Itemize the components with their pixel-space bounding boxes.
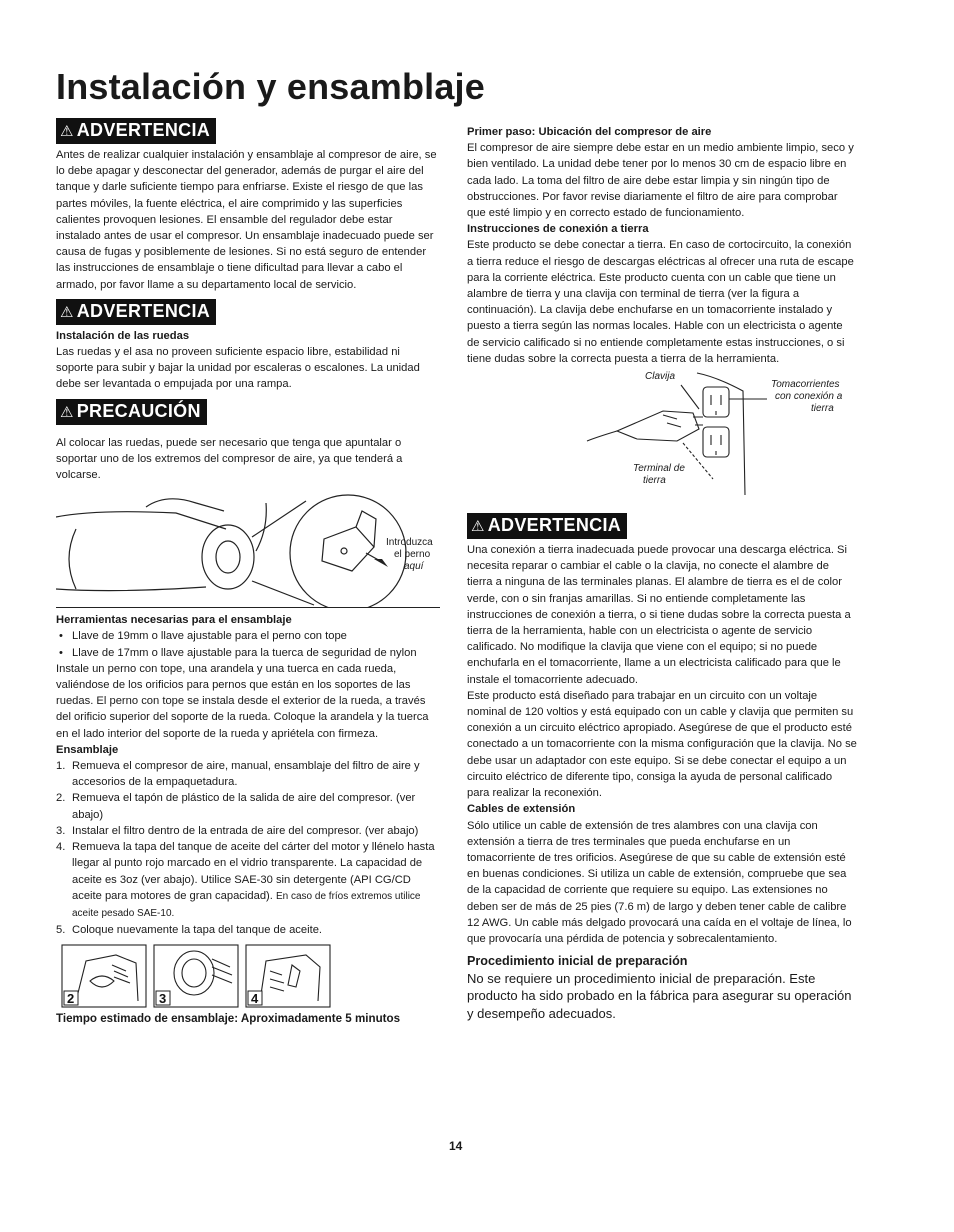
tools-list: [56, 628, 440, 660]
caution-banner: [56, 399, 207, 425]
step-photos-illustration: [56, 941, 346, 1011]
caution-text: Al colocar las ruedas, puede ser necesario que tenga que apuntalar o soportar uno de los extremos del compresor de aire, ya que tenderá a volcarse.: [56, 436, 403, 482]
list-item: 3. Instalar el filtro dentro de la entrada de aire del compresor. (ver abajo): [56, 824, 419, 837]
initial-heading: Procedimiento inicial de preparación: [467, 954, 688, 969]
left-column: [56, 118, 440, 1026]
grounding-heading: Instrucciones de conexión a tierra: [467, 223, 649, 236]
grounding-text: Este producto se debe conectar a tierra. En caso de cortocircuito, la conexión a tierra reduce el riesgo de descargas eléctricas al ofrecer una ruta de escape para la corriente eléctrica. Este producto cuenta con un cable que tiene un alambre de tierra y una clavija con terminal de tierra (ver la figura a continuación). La clavija debe enchufarse en un tomacorriente instalado y puesto a tierra según las normas locales. Hable con un electricista o agente de servicio calificado si no entiende completamente estas instrucciones, o si tiene dudas sobre la correcta puesta a tierra de la herramienta.: [467, 239, 854, 365]
extension-text: Sólo utilice un cable de extensión de tres alambres con una clavija con extensión a tierra de tres terminales que pueda enchufarse en un tomacorriente de tres orificios. Asegúrese de que su cable de extensión esté en buenas condiciones. Si utiliza un cable de extensión, compruebe que sea de la capacidad de corriente que requiere su equipo. Las extensiones no deben ser de más de 25 pies (7.6 m) de largo y deben tener cable de calibre 12 AWG. Un cable más delgado provocará una caída en el voltaje de línea, lo que provocaría una pérdida de potencia y sobrecalentamiento.: [467, 819, 852, 945]
warning-triangle-icon: ⚠: [471, 518, 485, 536]
step-photo-label: 2: [67, 991, 75, 1007]
assembly-steps: [56, 758, 440, 938]
wheel-install-figure: [56, 489, 440, 608]
step-photo-label: 4: [251, 991, 259, 1007]
assembly-step-photos: [56, 941, 346, 1011]
warning-banner-2: [56, 299, 216, 325]
warning-1-text: Antes de realizar cualquier instalación y ensamblaje al compresor de aire, se lo debe apagar y desconectar del generador, además de purgar el aire del tanque y darle suficiente tiempo para enfriarse. Existe el riesgo de que las partes móviles, la fuente eléctrica, el aire comprimido y las superficies calientes provoquen lesiones. El ensamble del regulador debe estar instalado antes de usar el compresor. Un ensamblaje inadecuado puede ser causa de fugas y posiblemente de lesiones. Si no está seguro de entender las instrucciones de ensamblaje o tiene dificultad para llevar a cabo el armado, por favor llame a su departamento local de servicio.: [56, 149, 437, 291]
plug-label: Clavija: [645, 371, 676, 383]
warning-banner-1: [56, 118, 216, 144]
initial-text: No se requiere un procedimiento inicial de preparación. Este producto ha sido probado en la fábrica para asegurar su operación y desempeño adecuados.: [467, 971, 852, 1021]
bolt-callout: Introduzca el perno aquí: [386, 537, 433, 573]
wheels-heading: Instalación de las ruedas: [56, 329, 190, 342]
caution-triangle-icon: ⚠: [60, 403, 74, 421]
warning-label: ADVERTENCIA: [76, 300, 211, 321]
list-item: 2. Remueva el tapón de plástico de la salida de aire del compresor. (ver abajo): [56, 792, 416, 821]
caution-label: PRECAUCIÓN: [76, 400, 201, 421]
right-column: [467, 124, 857, 1022]
step-photo-label: 3: [159, 991, 167, 1007]
list-item: 4. Remueva la tapa del tanque de aceite del cárter del motor y llénelo hasta llegar al punto rojo marcado en el vidrio transparente. La capacidad de aceite es 3oz (ver abajo). Utilice SAE-30 sin detergente (API CG/CD aceite para motores de gran capacidad). En caso de fríos extremos utilice aceite pesado SAE-10.: [56, 841, 435, 919]
warning-2-text: Las ruedas y el asa no proveen suficiente espacio libre, estabilidad ni soporte para subir y bajar la unidad por escaleras o escalones. La unidad debe ser levantada o empujada por una rampa.: [56, 346, 420, 391]
page-number: 14: [449, 1139, 463, 1153]
step1-heading: Primer paso: Ubicación del compresor de aire: [467, 126, 712, 138]
list-item: • Llave de 19mm o llave ajustable para el perno con tope: [72, 628, 440, 644]
wheel-illustration: [56, 489, 440, 607]
circuit-text: Este producto está diseñado para trabajar en un circuito con un voltaje nominal de 120 voltios y está equipado con un cable y clavija que permiten su conexión a un circuito eléctrico apropiado. Asegúrese de que el producto esté conectado a un tomacorriente con la misma configuración que la clavija. No se debe usar un adaptador con este equipo. Si se debe conectar el equipo a un circuito eléctrico de diferente tipo, consiga la ayuda de personal calificado para realizar la reconexión.: [467, 689, 857, 800]
terminal-label: Terminal de tierra: [633, 463, 685, 487]
list-item: 5. Coloque nuevamente la tapa del tanque de aceite.: [56, 924, 323, 937]
assembly-time: Tiempo estimado de ensamblaje: Aproximadamente 5 minutos: [56, 1012, 401, 1026]
warning-label: ADVERTENCIA: [487, 515, 622, 536]
warning-label: ADVERTENCIA: [76, 120, 211, 140]
outlets-label: Tomacorrientes con conexión a tierra: [771, 379, 843, 415]
tools-text: Instale un perno con tope, una arandela y una tuerca en cada rueda, valiéndose de los orificios para pernos que están en los soportes de las ruedas. El perno con tope se instala desde el exterior de la rueda, a través del orificio superior del soporte de la rueda. Coloque la arandela y la tuerca en el lado interior del soporte de la rueda y apriétela con firmeza.: [56, 662, 429, 740]
tools-heading: Herramientas necesarias para el ensamblaje: [56, 614, 292, 627]
extension-heading: Cables de extensión: [467, 803, 576, 816]
assembly-heading: Ensamblaje: [56, 743, 119, 756]
list-item: 1. Remueva el compresor de aire, manual, ensamblaje del filtro de aire y accesorios de la empaquetadura.: [56, 760, 420, 789]
list-item: • Llave de 17mm o llave ajustable para la tuerca de seguridad de nylon: [72, 645, 440, 661]
warning-triangle-icon: ⚠: [60, 123, 74, 140]
page-title: Instalación y ensamblaje: [56, 66, 485, 107]
warning-banner-3: [467, 513, 627, 539]
warning-3-text: Una conexión a tierra inadecuada puede provocar una descarga eléctrica. Si necesita reparar o cambiar el cable o la clavija, no conecte el alambre de tierra a ninguna de las terminales planas. El alambre de tierra es el de color verde, con o sin franjas amarillas. Si no entiende completamente las instrucciones de conexión a tierra, o si tiene dudas sobre la correcta puesta a tierra de la herramienta, hable con un electricista o agente de servicio calificado. No modifique la clavija que viene con el equipo; si no puede enchufarla en el tomacorriente, llame a un electricista calificado para que le instale el tomacorriente adecuado.: [467, 544, 851, 686]
grounding-figure: [467, 369, 857, 499]
step1-text: El compresor de aire siempre debe estar en un medio ambiente limpio, seco y bien ventilado. La unidad debe tener por lo menos 30 cm de espacio libre en cada lado. La toma del filtro de aire debe estar limpia y sin ningún tipo de obstrucciones. Por favor revise diariamente el filtro de aire para comprobar que esté limpio y en correcto estado de funcionamiento.: [467, 142, 854, 220]
warning-triangle-icon: ⚠: [60, 303, 74, 321]
